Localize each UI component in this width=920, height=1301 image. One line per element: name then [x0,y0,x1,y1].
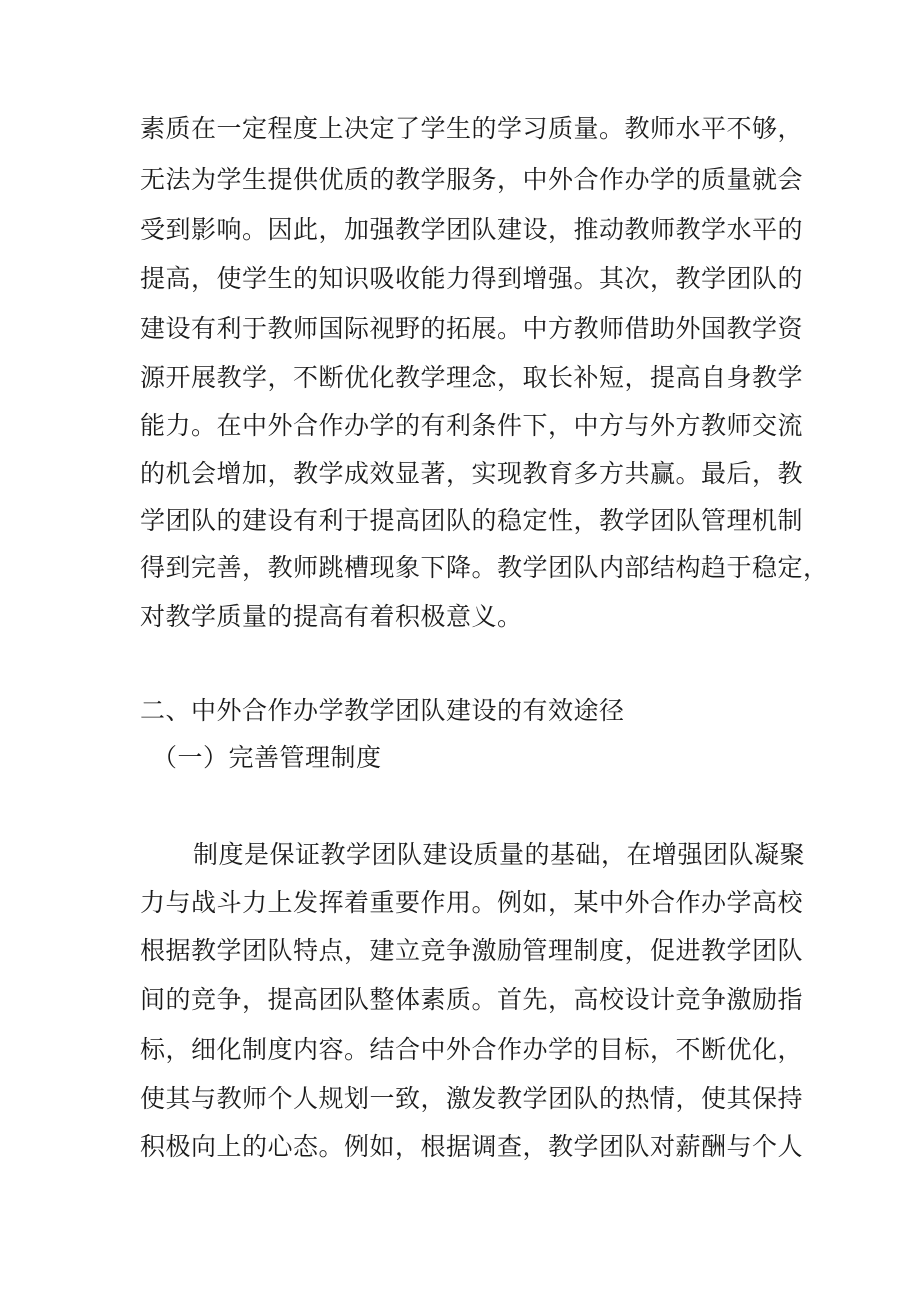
section-heading: 二、中外合作办学教学团队建设的有效途径 [140,696,625,725]
paragraph-line: 得到完善，教师跳槽现象下降。教学团队内部结构趋于稳定， [140,553,829,582]
paragraph-line: 积极向上的心态。例如，根据调查，教学团队对薪酬与个人 [140,1132,804,1161]
paragraph-line: 间的竞争，提高团队整体素质。首先，高校设计竞争激励指 [140,985,804,1014]
paragraph-line: 素质在一定程度上决定了学生的学习质量。教师水平不够， [140,114,804,143]
paragraph-line: 建设有利于教师国际视野的拓展。中方教师借助外国教学资 [140,314,804,343]
subsection-heading: （一）完善管理制度 [152,743,382,772]
paragraph-line: 使其与教师个人规划一致，激发教学团队的热情，使其保持 [140,1084,804,1113]
paragraph-line: 根据教学团队特点，建立竞争激励管理制度，促进教学团队 [140,936,804,965]
paragraph-line: 学团队的建设有利于提高团队的稳定性，教学团队管理机制 [140,506,804,535]
paragraph-line: 对教学质量的提高有着积极意义。 [140,602,523,631]
paragraph-line: 力与战斗力上发挥着重要作用。例如，某中外合作办学高校 [140,888,804,917]
paragraph-line: 提高，使学生的知识吸收能力得到增强。其次，教学团队的 [140,264,804,293]
paragraph-line: 标，细化制度内容。结合中外合作办学的目标，不断优化， [140,1035,804,1064]
paragraph-line: 受到影响。因此，加强教学团队建设，推动教师教学水平的 [140,215,804,244]
paragraph-line: 能力。在中外合作办学的有利条件下，中方与外方教师交流 [140,411,804,440]
paragraph-line: 无法为学生提供优质的教学服务，中外合作办学的质量就会 [140,165,804,194]
paragraph-line: 制度是保证教学团队建设质量的基础，在增强团队凝聚 [193,840,806,869]
paragraph-line: 源开展教学，不断优化教学理念，取长补短，提高自身教学 [140,363,804,392]
paragraph-line: 的机会增加，教学成效显著，实现教育多方共赢。最后，教 [140,459,804,488]
